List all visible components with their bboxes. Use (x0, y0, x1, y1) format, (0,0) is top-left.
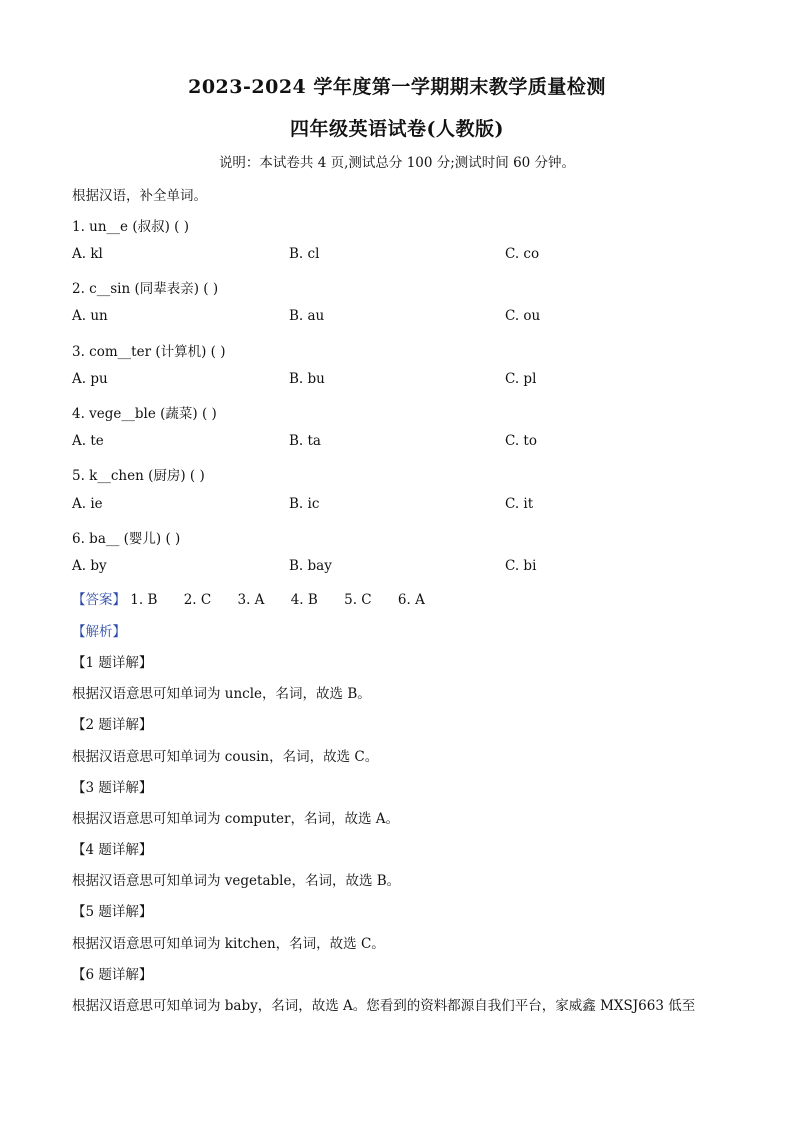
option-b: B. bay (289, 558, 332, 574)
question-stem: 4. vege__ble (蔬菜) ( ) (72, 406, 217, 422)
option-a: A. ie (72, 496, 103, 512)
option-b: B. ta (289, 433, 321, 449)
option-a: A. te (72, 433, 104, 449)
detail-text: 根据汉语意思可知单词为 computer，名词，故选 A。 (72, 811, 400, 827)
question-stem: 1. un__e (叔叔) ( ) (72, 219, 189, 235)
option-c: C. ou (505, 308, 541, 324)
detail-text: 根据汉语意思可知单词为 vegetable，名词，故选 B。 (72, 873, 401, 889)
option-c: C. co (505, 246, 540, 262)
answer-item: 3. A (237, 592, 265, 608)
option-b: B. bu (289, 371, 325, 387)
detail-heading: 【4 题详解】 (72, 842, 153, 858)
option-b: B. au (289, 308, 325, 324)
detail-text: 根据汉语意思可知单词为 baby，名词，故选 A。您看到的资料都源自我们平台，家威鑫 MXSJ663 低至 (72, 998, 696, 1014)
option-c: C. it (505, 496, 534, 512)
detail-text: 根据汉语意思可知单词为 uncle，名词，故选 B。 (72, 686, 371, 702)
detail-heading: 【1 题详解】 (72, 655, 153, 671)
answer-label: 【答案】 (72, 592, 126, 608)
option-c: C. pl (505, 371, 537, 387)
answer-item: 5. C (344, 592, 372, 608)
detail-text: 根据汉语意思可知单词为 cousin，名词，故选 C。 (72, 749, 379, 765)
question-stem: 2. c__sin (同辈表亲) ( ) (72, 281, 219, 297)
detail-heading: 【2 题详解】 (72, 717, 153, 733)
analysis-label: 【解析】 (72, 624, 126, 640)
detail-heading: 【3 题详解】 (72, 780, 153, 796)
detail-heading: 【5 题详解】 (72, 904, 153, 920)
section-heading: 根据汉语，补全单词。 (72, 188, 207, 204)
option-c: C. to (505, 433, 537, 449)
option-c: C. bi (505, 558, 537, 574)
option-a: A. kl (72, 246, 103, 262)
answer-item: 6. A (397, 592, 425, 608)
answer-item: 1. B (130, 592, 158, 608)
detail-text: 根据汉语意思可知单词为 kitchen，名词，故选 C。 (72, 936, 385, 952)
question-stem: 3. com__ter (计算机) ( ) (72, 344, 226, 360)
answer-item: 4. B (290, 592, 318, 608)
exam-subtitle: 四年级英语试卷(人教版) (290, 118, 504, 140)
exam-title: 2023-2024 学年度第一学期期末教学质量检测 (188, 76, 606, 98)
exam-instructions: 说明：本试卷共 4 页,测试总分 100 分;测试时间 60 分钟。 (218, 155, 576, 171)
answer-item: 2. C (183, 592, 212, 608)
detail-heading: 【6 题详解】 (72, 967, 153, 983)
question-stem: 5. k__chen (厨房) ( ) (72, 468, 205, 484)
option-a: A. pu (72, 371, 108, 387)
option-a: A. by (72, 558, 107, 574)
option-a: A. un (72, 308, 108, 324)
option-b: B. ic (289, 496, 320, 512)
question-stem: 6. ba__ (婴儿) ( ) (72, 531, 181, 547)
answer-row (72, 588, 447, 608)
option-b: B. cl (289, 246, 320, 262)
